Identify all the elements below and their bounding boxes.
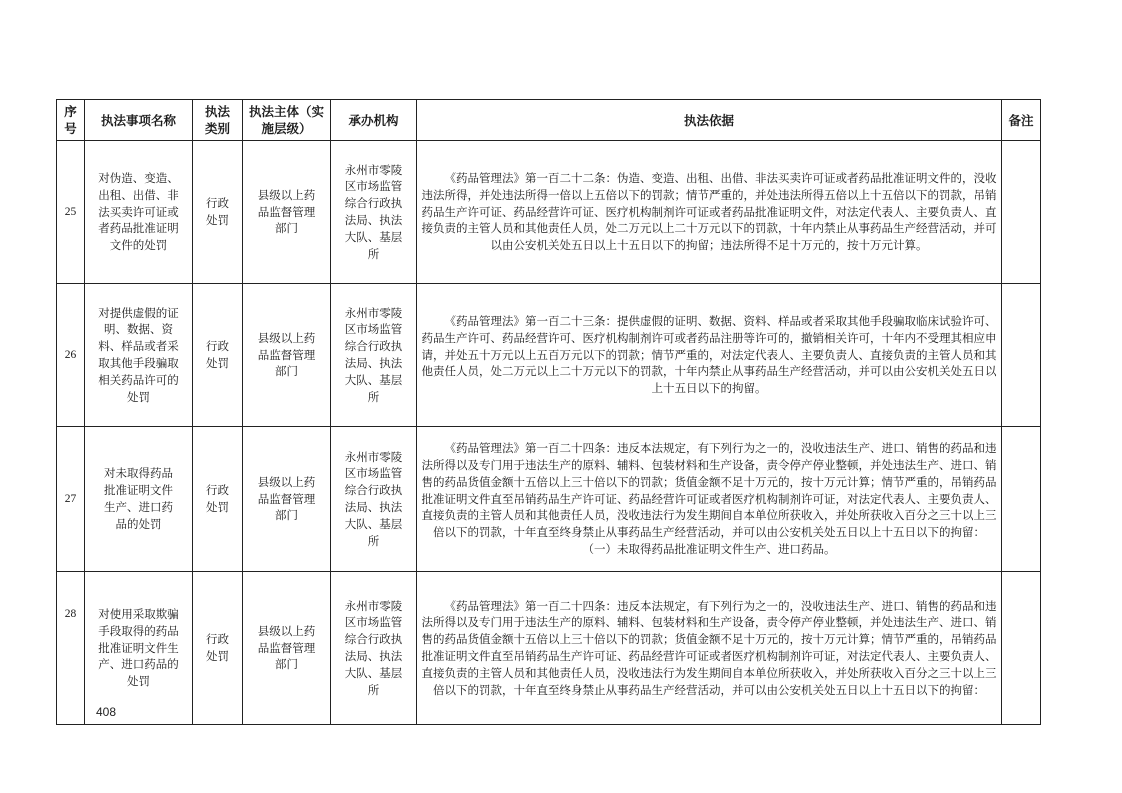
cell-agency: 永州市零陵区市场监管综合行政执法局、执法大队、基层所 [331,427,417,572]
cell-remark [1002,427,1041,572]
cell-subject: 县级以上药品监督管理部门 [243,572,331,725]
cell-agency: 永州市零陵区市场监管综合行政执法局、执法大队、基层所 [331,141,417,284]
cell-item-name: 对未取得药品批准证明文件生产、进口药品的处罚 [85,427,193,572]
cell-category: 行政处罚 [193,284,243,427]
cell-item-name: 对提供虚假的证明、数据、资料、样品或者采取其他手段骗取相关药品许可的处罚 [85,284,193,427]
basis-text: 《药品管理法》第一百二十四条：违反本法规定，有下列行为之一的，没收违法生产、进口、销售的药品和违法所得以及专门用于违法生产的原料、辅料、包装材料和生产设备，责令停产停业整顿，并处违法生产、进口、销售的药品货值金额十五倍以上三十倍以下的罚款；货值金额不足十万元的，按十万元计算；情节严重的，吊销药品批准证明文件直至吊销药品生产许可证、药品经营许可证或者医疗机构制剂许可证，对法定代表人、主要负责人、直接负责的主管人员和其他责任人员，没收违法行为发生期间自本单位所获收入，并处所获收入百分之三十以上三倍以下的罚款，十年直至终身禁止从事药品生产经营活动，并可以由公安机关处五日以上十五日以下的拘留： [421,441,997,540]
cell-basis [417,572,1002,725]
cell-seq: 26 [57,284,85,427]
cell-category: 行政处罚 [193,427,243,572]
table-row [57,284,1041,427]
cell-remark [1002,284,1041,427]
cell-agency: 永州市零陵区市场监管综合行政执法局、执法大队、基层所 [331,284,417,427]
header-item-name: 执法事项名称 [85,100,193,141]
cell-subject: 县级以上药品监督管理部门 [243,284,331,427]
basis-text: 《药品管理法》第一百二十二条：伪造、变造、出租、出借、非法买卖许可证或者药品批准证明文件的，没收违法所得，并处违法所得一倍以上五倍以下的罚款；情节严重的，并处违法所得五倍以上十五倍以下的罚款，吊销药品生产许可证、药品经营许可证、医疗机构制剂许可证或者药品批准证明文件，对法定代表人、主要负责人、直接负责的主管人员和其他责任人员，处二万元以上二十万元以下的罚款，十年内禁止从事药品生产经营活动，并可以由公安机关处五日以上十五日以下的拘留；违法所得不足十万元的，按十万元计算。 [421,171,997,253]
cell-basis [417,427,1002,572]
header-basis: 执法依据 [417,100,1002,141]
cell-agency: 永州市零陵区市场监管综合行政执法局、执法大队、基层所 [331,572,417,725]
table-row [57,572,1041,725]
cell-seq: 28 [57,572,85,725]
cell-remark [1002,572,1041,725]
cell-item-name: 对伪造、变造、出租、出借、非法买卖许可证或者药品批准证明文件的处罚 [85,141,193,284]
enforcement-items-table [56,99,1041,725]
cell-category: 行政处罚 [193,572,243,725]
header-category: 执法类别 [193,100,243,141]
header-remark: 备注 [1002,100,1041,141]
cell-item-name: 对使用采取欺骗手段取得的药品批准证明文件生产、进口药品的处罚 [85,572,193,725]
header-subject: 执法主体（实施层级） [243,100,331,141]
table-row [57,427,1041,572]
basis-subclause: （一）未取得药品批准证明文件生产、进口药品。 [582,541,836,556]
table-header-row [57,100,1041,141]
header-seq: 序号 [57,100,85,141]
cell-basis [417,141,1002,284]
table-row [57,141,1041,284]
cell-remark [1002,141,1041,284]
header-agency: 承办机构 [331,100,417,141]
page-number: 408 [96,705,117,719]
basis-text: 《药品管理法》第一百二十三条：提供虚假的证明、数据、资料、样品或者采取其他手段骗取临床试验许可、药品生产许可、药品经营许可、医疗机构制剂许可或者药品注册等许可的，撤销相关许可，十年内不受理其相应申请，并处五十万元以上五百万元以下的罚款；情节严重的，对法定代表人、主要负责人、直接负责的主管人员和其他责任人员，处二万元以上二十万元以下的罚款，十年内禁止从事药品生产经营活动，并可以由公安机关处五日以上十五日以下的拘留。 [421,314,997,396]
basis-text: 《药品管理法》第一百二十四条：违反本法规定，有下列行为之一的，没收违法生产、进口、销售的药品和违法所得以及专门用于违法生产的原料、辅料、包装材料和生产设备，责令停产停业整顿，并处违法生产、进口、销售的药品货值金额十五倍以上三十倍以下的罚款；货值金额不足十万元的，按十万元计算；情节严重的，吊销药品批准证明文件直至吊销药品生产许可证、药品经营许可证或者医疗机构制剂许可证，对法定代表人、主要负责人、直接负责的主管人员和其他责任人员，没收违法行为发生期间自本单位所获收入，并处所获收入百分之三十以上三倍以下的罚款，十年直至终身禁止从事药品生产经营活动，并可以由公安机关处五日以上十五日以下的拘留： [421,598,997,697]
cell-basis [417,284,1002,427]
cell-seq: 25 [57,141,85,284]
cell-subject: 县级以上药品监督管理部门 [243,427,331,572]
cell-category: 行政处罚 [193,141,243,284]
cell-seq: 27 [57,427,85,572]
cell-subject: 县级以上药品监督管理部门 [243,141,331,284]
